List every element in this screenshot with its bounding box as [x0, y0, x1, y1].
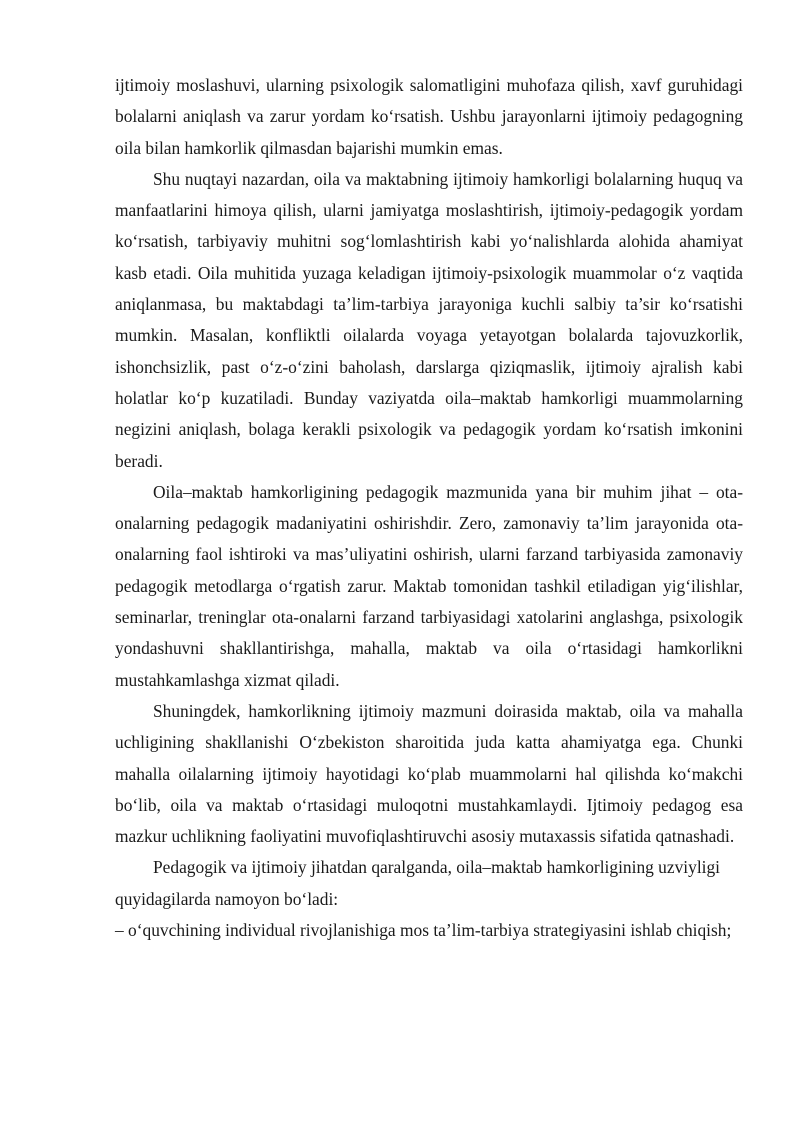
paragraph-mahalla-triad: Shuningdek, hamkorlikning ijtimoiy mazmuni doirasida maktab, oila va mahalla uchligining shakllanishi O‘zbekiston sharoitida juda katta ahamiyatga ega. Chunki mahalla oilalarning ijtimoiy hayotidagi ko‘plab muammolarni hal qilishda ko‘makchi bo‘lib, oila va maktab o‘rtasidagi muloqotni mustahkamlaydi. Ijtimoiy pedagog esa mazkur uchlikning faoliyatini muvofiqlashtiruvchi asosiy mutaxassis sifatida qatnashadi. — [115, 700, 743, 847]
list-item-strategy: – o‘quvchining individual rivojlanishiga mos ta’lim-tarbiya strategiyasini ishlab chiqish; — [115, 920, 732, 941]
paragraph-continuity-intro: Pedagogik va ijtimoiy jihatdan qaralganda, oila–maktab hamkorligining uzviyligi quyidagilarda namoyon bo‘ladi: — [115, 857, 721, 909]
paragraph-social-cooperation: Shu nuqtayi nazardan, oila va maktabning ijtimoiy hamkorligi bolalarning huquq va manfaatlarini himoya qilish, ularni jamiyatga moslashtirish, ijtimoiy-pedagogik yordam ko‘rsatish, tarbiyaviy muhitni sog‘lomlashtirish kabi yo‘nalishlarda alohida ahamiyat kasb etadi. Oila muhitida yuzaga keladigan ijtimoiy-psixologik muammolar o‘z vaqtida aniqlanmasa, bu maktabdagi ta’lim-tarbiya jarayoniga kuchli salbiy ta’sir ko‘rsatishi mumkin. Masalan, konfliktli oilalarda voyaga yetayotgan bolalarda tajovuzkorlik, ishonchsizlik, past o‘z-o‘zini baholash, darslarga qiziqmaslik, ijtimoiy ajralish kabi holatlar ko‘p kuzatiladi. Bunday vaziyatda oila–maktab hamkorligi muammolarning negizini aniqlash, bolaga kerakli psixologik va pedagogik yordam ko‘rsatish imkonini beradi. — [115, 168, 743, 471]
document-page — [115, 70, 743, 946]
paragraph-continuation: ijtimoiy moslashuvi, ularning psixologik salomatligini muhofaza qilish, xavf guruhidagi bolalarni aniqlash va zarur yordam ko‘rsatish. Ushbu jarayonlarni ijtimoiy pedagogning oila bilan hamkorlik qilmasdan bajarishi mumkin emas. — [115, 75, 743, 158]
paragraph-parent-culture: Oila–maktab hamkorligining pedagogik mazmunida yana bir muhim jihat – ota-onalarning pedagogik madaniyatini oshirishdir. Zero, zamonaviy ta’lim jarayonida ota-onalarning faol ishtiroki va mas’uliyatini oshirish, ularni farzand tarbiyasida zamonaviy pedagogik metodlarga o‘rgatish zarur. Maktab tomonidan tashkil etiladigan yig‘ilishlar, seminarlar, treninglar ota-onalarni farzand tarbiyasidagi xatolarini anglashga, psixologik yondashuvni shakllantirishga, mahalla, maktab va oila o‘rtasidagi hamkorlikni mustahkamlashga xizmat qiladi. — [115, 481, 743, 690]
